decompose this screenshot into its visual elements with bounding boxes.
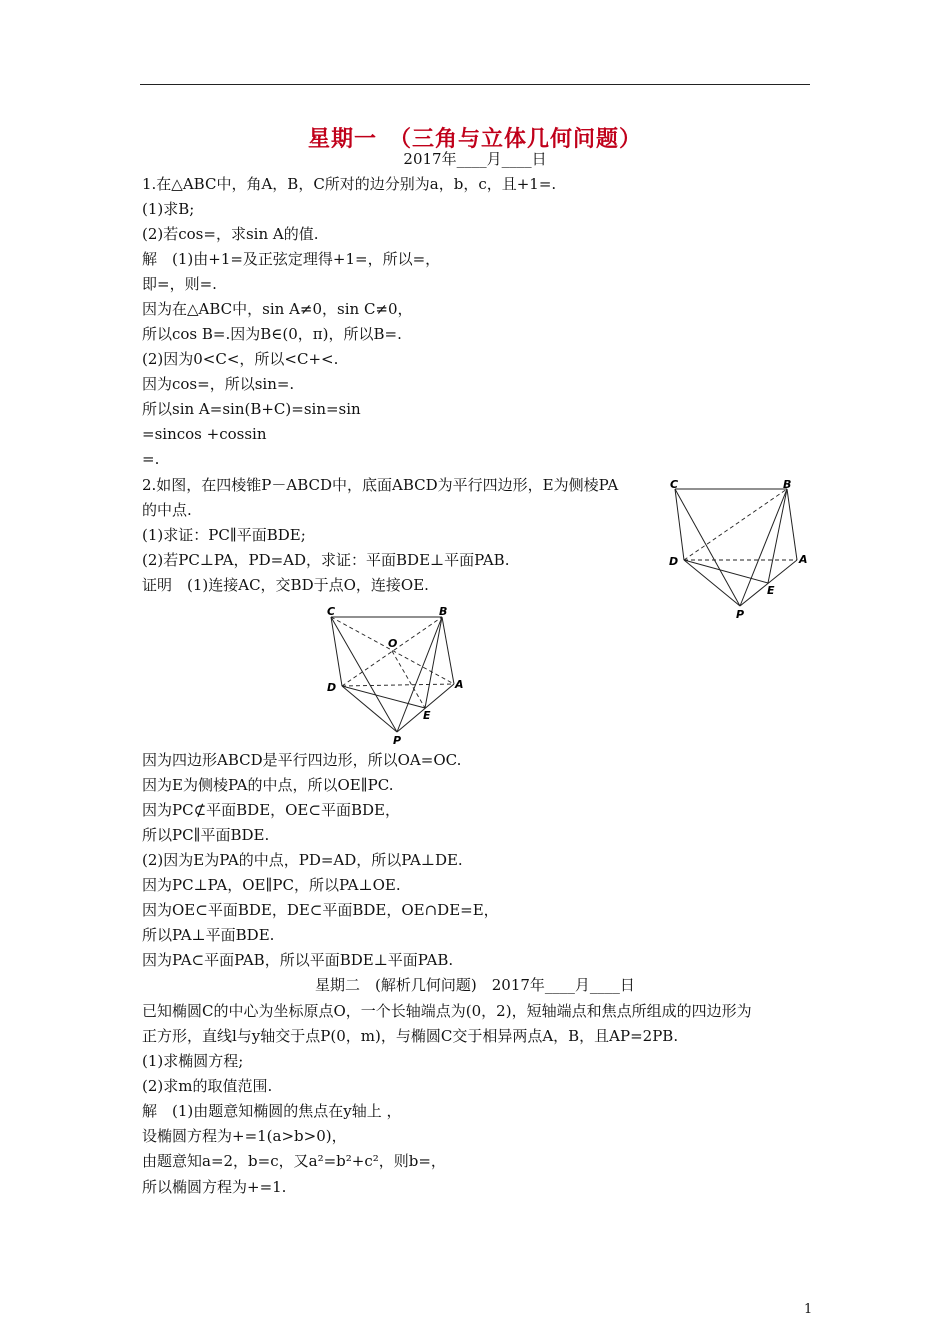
text-line: 正方形，直线l与y轴交于点P(0，m)，与椭圆C交于相异两点A，B，且AP=2PB. [142,1027,679,1045]
text-line: (1)求椭圆方程; [142,1052,244,1070]
text-line: (2)若cos=，求sin A的值. [142,225,319,243]
text-line: 因为四边形ABCD是平行四边形，所以OA=OC. [142,751,462,769]
vertex-label-b: B [783,478,792,491]
text-line: 所以sin A=sin(B+C)=sin=sin [142,400,361,418]
text-line: (2)因为E为PA的中点，PD=AD，所以PA⊥DE. [142,851,463,869]
vertex-label-o: O [388,637,398,650]
vertex-label-b: B [439,605,448,618]
text-line: 证明 (1)连接AC，交BD于点O，连接OE. [142,576,429,594]
section-heading: 星期二 (解析几何问题) 2017年____月____日 [315,976,635,994]
vertex-label-d: D [669,555,679,568]
text-line: 所以PC∥平面BDE. [142,826,270,844]
text-line: 因为cos=，所以sin=. [142,375,295,393]
text-line: 因为OE⊂平面BDE，DE⊂平面BDE，OE∩DE=E， [142,901,499,919]
text-line: 因为E为侧棱PA的中点，所以OE∥PC. [142,776,394,794]
text-line: (1)求B; [142,200,195,218]
date-line: 2017年____月____日 [403,150,547,168]
vertex-label-p: P [736,608,745,621]
text-line: (1)求证：PC∥平面BDE; [142,526,306,544]
vertex-label-a: A [455,678,464,691]
vertex-label-d: D [327,681,337,694]
page-number: 1 [804,1302,813,1317]
pyramid-figure-1 [662,476,812,621]
text-line: 因为在△ABC中，sin A≠0，sin C≠0， [142,300,413,318]
text-line: (2)因为0<C<，所以<C+<. [142,350,339,368]
vertex-label-a: A [799,553,808,566]
pyramid-figure-2 [322,602,472,747]
vertex-label-c: C [327,605,336,618]
text-line: 因为PA⊂平面PAB，所以平面BDE⊥平面PAB. [142,951,454,969]
vertex-label-p: P [393,734,402,747]
text-line: 的中点. [142,501,192,519]
text-line: 解 (1)由+1=及正弦定理得+1=，所以=， [142,250,441,268]
text-line: 因为PC⊥PA，OE∥PC，所以PA⊥OE. [142,876,401,894]
text-line: 即=，则=. [142,275,217,293]
text-line: 所以PA⊥平面BDE. [142,926,275,944]
vertex-label-e: E [423,709,431,722]
text-line: =. [142,450,160,468]
text-line: =sincos +cossin [142,425,267,443]
text-line: 所以椭圆方程为+=1. [142,1178,287,1196]
header-rule [140,84,810,85]
text-line: 由题意知a=2，b=c，又a²=b²+c²，则b=， [142,1152,446,1170]
page-title: 星期一 （三角与立体几何问题） [307,126,642,152]
text-line: 2.如图，在四棱锥P－ABCD中，底面ABCD为平行四边形，E为侧棱PA [142,476,619,494]
text-line: 已知椭圆C的中心为坐标原点O，一个长轴端点为(0，2)，短轴端点和焦点所组成的四边形为 [142,1002,752,1020]
text-line: 所以cos B=.因为B∈(0，π)，所以B=. [142,325,402,343]
vertex-label-c: C [670,478,679,491]
text-line: 因为PC⊄平面BDE，OE⊂平面BDE， [142,801,400,819]
text-line: 1.在△ABC中，角A，B，C所对的边分别为a，b，c，且+1=. [142,175,557,193]
text-line: 设椭圆方程为+=1(a>b>0)， [142,1127,347,1145]
text-line: (2)若PC⊥PA，PD=AD，求证：平面BDE⊥平面PAB. [142,551,510,569]
vertex-label-e: E [767,584,775,597]
text-line: (2)求m的取值范围. [142,1077,273,1095]
text-line: 解 (1)由题意知椭圆的焦点在y轴上 ， [142,1102,402,1120]
